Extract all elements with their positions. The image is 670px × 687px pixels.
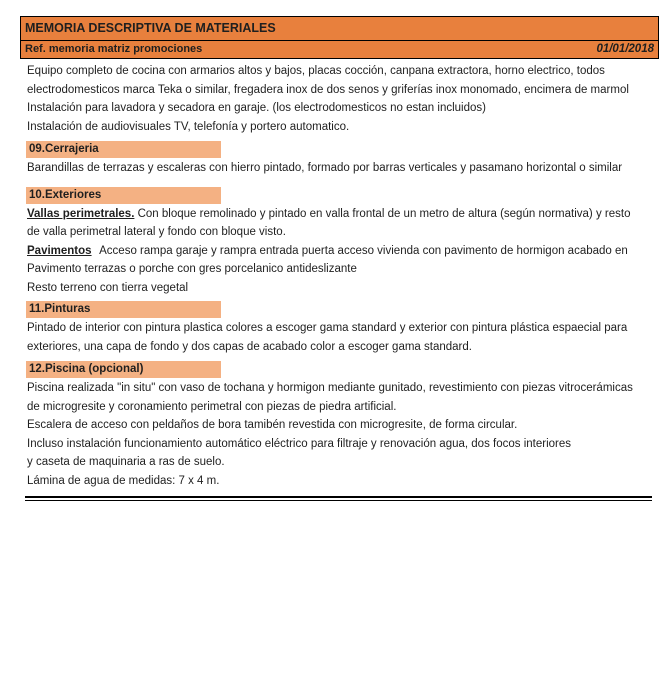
bottom-double-rule: [25, 496, 652, 501]
text-line: Lámina de agua de medidas: 7 x 4 m.: [27, 474, 220, 487]
document-ref-row: [21, 41, 658, 58]
section-cerrajeria: [27, 141, 663, 178]
text-line: de valla perimetral lateral y fondo con bloque visto.: [27, 226, 286, 238]
intro-paragraph: [27, 62, 663, 136]
text-line: Incluso instalación funcionamiento automático eléctrico para filtraje y renovación agua, dos focos interiores: [27, 437, 571, 450]
text-line: Escalera de acceso con peldaños de bora tamibén revestida con microgresite, de forma circular.: [27, 419, 518, 431]
section-text: [27, 159, 663, 178]
text-run: Acceso rampa garaje y rampra entrada puerta acceso vivienda con pavimento de hormigon acabado en: [96, 244, 628, 257]
text-line: exteriores, una capa de fondo y dos capas de acabado color a escoger gama standard.: [27, 340, 472, 353]
text-run: Con bloque remolinado y pintado en valla frontal de un metro de altura (según normativa) y resto: [134, 207, 631, 220]
document-header-box: [20, 16, 659, 59]
document-title: MEMORIA DESCRIPTIVA DE MATERIALES: [21, 17, 658, 41]
text-line: Instalación de audiovisuales TV, telefonía y portero automatico.: [27, 120, 350, 133]
text-line: Piscina realizada "in situ" con vaso de tochana y hormigon mediante gunitado, revestimiento con piezas vitrocerámicas: [27, 382, 633, 394]
inline-subheading: Pavimentos: [27, 244, 92, 257]
section-text: [27, 205, 663, 298]
section-heading: 10.Exteriores: [26, 187, 221, 204]
document-ref-label: Ref. memoria matriz promociones: [25, 43, 203, 55]
document-body: [27, 59, 663, 490]
text-line: [27, 242, 663, 261]
text-line: Equipo completo de cocina con armarios altos y bajos, placas cocción, canpana extractora, horno electrico, todos: [27, 65, 605, 77]
section-pinturas: [27, 301, 663, 356]
section-text: [27, 319, 663, 356]
section-piscina: [27, 361, 663, 490]
text-line: Pavimento terrazas o porche con gres porcelanico antideslizante: [27, 263, 357, 275]
text-line: Instalación para lavadora y secadora en garaje. (los electrodomesticos no estan incluidos): [27, 102, 486, 114]
document-date: 01/01/2018: [596, 43, 654, 55]
text-line: de microgresite y coronamiento perimetral con piezas de piedra artificial.: [27, 400, 397, 413]
section-heading: 11.Pinturas: [26, 301, 221, 318]
text-line: y caseta de maquinaria a ras de suelo.: [27, 456, 225, 468]
text-line: Pintado de interior con pintura plastica colores a escoger gama standard y exterior con pintura plástica espaecial para: [27, 322, 628, 334]
section-exteriores: [27, 187, 663, 298]
text-line: electrodomesticos marca Teka o similar, fregadera inox de dos senos y griferías inox monomado, encimera de marmol: [27, 83, 629, 96]
section-heading: 12.Piscina (opcional): [26, 361, 221, 378]
section-text: [27, 379, 663, 490]
inline-subheading: Vallas perimetrales.: [27, 207, 135, 220]
text-line: Resto terreno con tierra vegetal: [27, 281, 189, 294]
text-line: Barandillas de terrazas y escaleras con hierro pintado, formado por barras verticales y pasamano horizontal o similar: [27, 162, 623, 174]
section-heading: 09.Cerrajeria: [26, 141, 221, 158]
text-line: [27, 205, 663, 224]
